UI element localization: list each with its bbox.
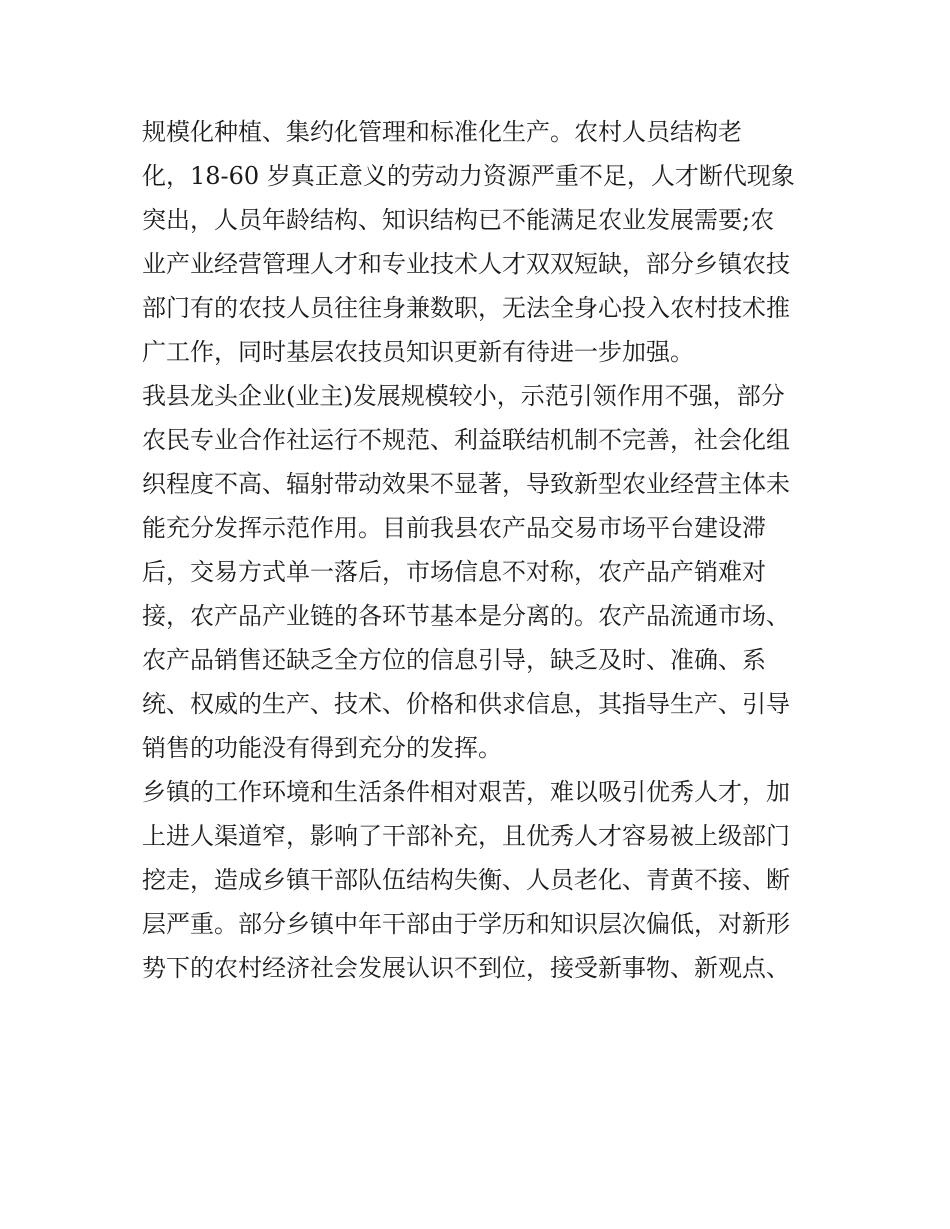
document-body	[142, 110, 822, 990]
text-line: 规模化种植、集约化管理和标准化生产。农村人员结构老	[142, 118, 742, 146]
text-line: 乡镇的工作环境和生活条件相对艰苦，难以吸引优秀人才，加	[142, 778, 790, 806]
text-line: 广工作，同时基层农技员知识更新有待进一步加强。	[142, 338, 694, 366]
text-line: 层严重。部分乡镇中年干部由于学历和知识层次偏低，对新形	[142, 910, 790, 938]
text-line: 统、权威的生产、技术、价格和供求信息，其指导生产、引导	[142, 690, 790, 718]
text-line: 接，农产品产业链的各环节基本是分离的。农产品流通市场、	[142, 602, 790, 630]
text-line: 部门有的农技人员往往身兼数职，无法全身心投入农村技术推	[142, 294, 790, 322]
text-line: 挖走，造成乡镇干部队伍结构失衡、人员老化、青黄不接、断	[142, 866, 790, 894]
text-line: 上进人渠道窄，影响了干部补充，且优秀人才容易被上级部门	[142, 822, 790, 850]
text-line: 化，18-60 岁真正意义的劳动力资源严重不足，人才断代现象	[142, 162, 795, 190]
text-line: 后，交易方式单一落后，市场信息不对称，农产品产销难对	[142, 558, 766, 586]
text-line: 势下的农村经济社会发展认识不到位，接受新事物、新观点、	[142, 954, 790, 982]
text-line: 农产品销售还缺乏全方位的信息引导，缺乏及时、准确、系	[142, 646, 766, 674]
text-line: 农民专业合作社运行不规范、利益联结机制不完善，社会化组	[142, 426, 790, 454]
text-line: 销售的功能没有得到充分的发挥。	[142, 734, 502, 762]
text-line: 突出，人员年龄结构、知识结构已不能满足农业发展需要;农	[142, 206, 775, 234]
text-line: 业产业经营管理人才和专业技术人才双双短缺，部分乡镇农技	[142, 250, 790, 278]
text-line: 我县龙头企业(业主)发展规模较小，示范引领作用不强，部分	[142, 382, 785, 410]
text-line: 能充分发挥示范作用。目前我县农产品交易市场平台建设滞	[142, 514, 766, 542]
text-line: 织程度不高、辐射带动效果不显著，导致新型农业经营主体未	[142, 470, 790, 498]
